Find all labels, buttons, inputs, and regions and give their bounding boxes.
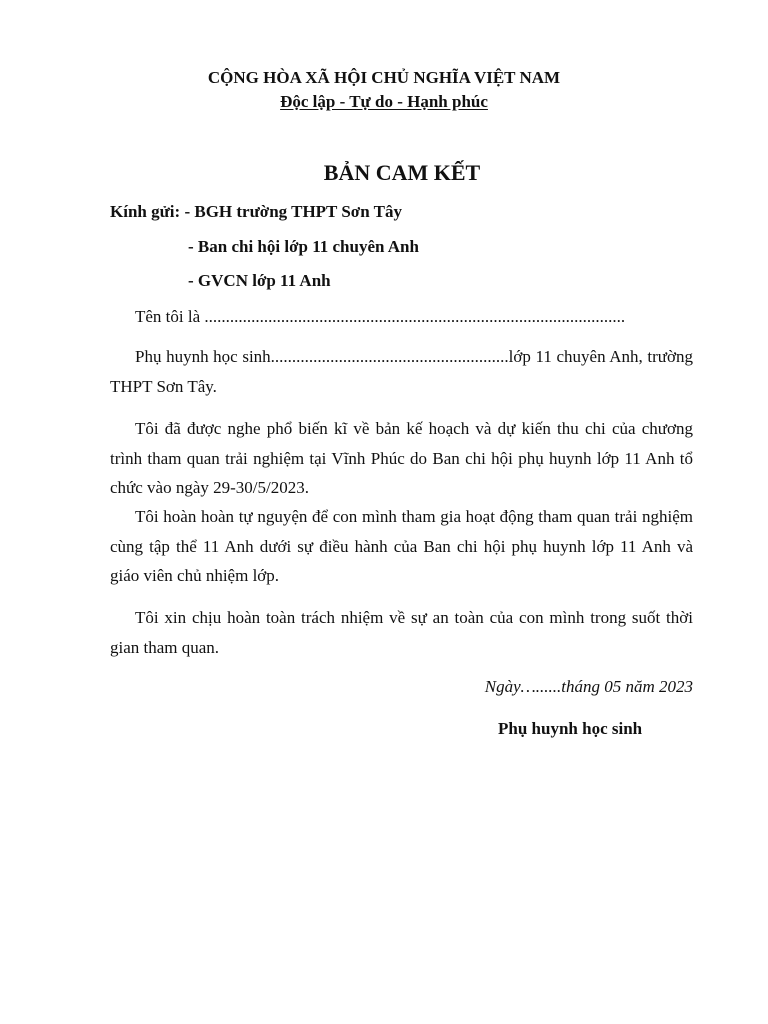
national-motto: Độc lập - Tự do - Hạnh phúc — [280, 92, 488, 111]
name-line: Tên tôi là ................................................................................................... — [135, 307, 626, 326]
signature-title: Phụ huynh học sinh — [498, 719, 643, 738]
date-line: Ngày…......tháng 05 năm 2023 — [484, 677, 693, 696]
addressee-line-homeroom-teacher: - GVCN lớp 11 Anh — [188, 271, 331, 290]
volunteer-paragraph: Tôi hoàn hoàn tự nguyện để con mình tham gia hoạt động tham quan trải nghiệm cùng tập thể 11 Anh dưới sự điều hành của Ban chi hội phụ huynh lớp 11 Anh và giáo viên chủ nhiệm lớp. — [110, 507, 693, 585]
briefing-paragraph: Tôi đã được nghe phổ biến kĩ về bản kế hoạch và dự kiến thu chi của chương trình tham quan trải nghiệm tại Vĩnh Phúc do Ban chi hội phụ huynh lớp 11 Anh tổ chức vào ngày 29-30/5/2023. — [110, 419, 693, 497]
document-title: BẢN CAM KẾT — [323, 160, 481, 185]
responsibility-paragraph: Tôi xin chịu hoàn toàn trách nhiệm về sự an toàn của con mình trong suốt thời gian tham quan. — [110, 608, 693, 657]
addressee-line-parent-committee: - Ban chi hội lớp 11 chuyên Anh — [188, 237, 419, 256]
addressee-line-principal: Kính gửi: - BGH trường THPT Sơn Tây — [110, 202, 402, 221]
national-title: CỘNG HÒA XÃ HỘI CHỦ NGHĨA VIỆT NAM — [207, 68, 561, 87]
parent-of-student-line: Phụ huynh học sinh........................................................lớp 11 chuyên Anh, trường THPT Sơn Tây. — [110, 347, 693, 396]
